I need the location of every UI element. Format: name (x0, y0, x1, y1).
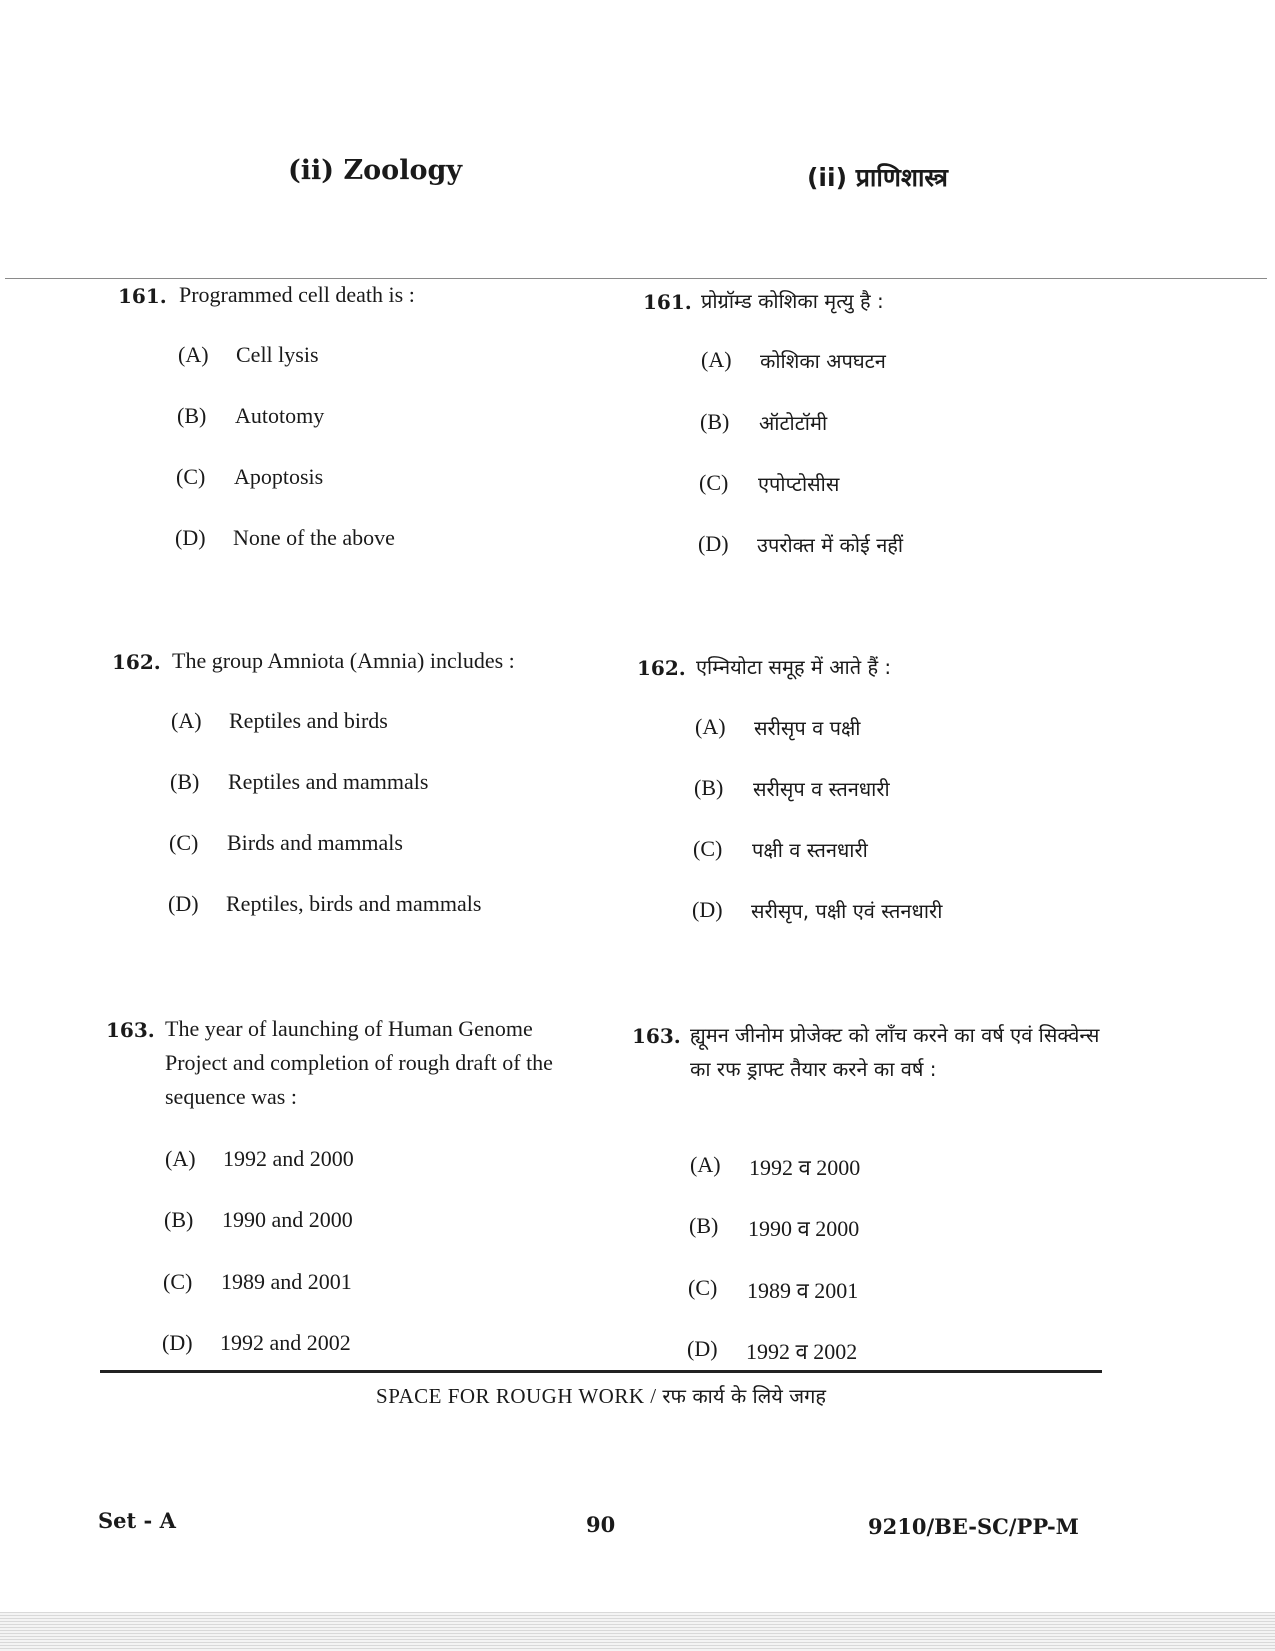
option-text: 1992 and 2000 (223, 1146, 354, 1171)
option-text: 1989 and 2001 (221, 1269, 352, 1294)
question-text: प्रोग्रॉम्ड कोशिका मृत्यु है : (701, 289, 884, 313)
option-letter: (B) (689, 1213, 719, 1238)
option-letter: (D) (162, 1330, 193, 1355)
question-number: 163. (632, 1024, 681, 1048)
rough-work-divider (100, 1370, 1102, 1373)
option-letter: (D) (175, 525, 206, 550)
option-letter: (C) (163, 1269, 193, 1294)
option-text: 1990 and 2000 (222, 1207, 353, 1232)
rough-work-hindi: रफ कार्य के लिये जगह (662, 1384, 826, 1408)
question-number: 162. (637, 656, 686, 680)
option-text: उपरोक्त में कोई नहीं (757, 533, 904, 557)
question-text: ह्यूमन जीनोम प्रोजेक्ट को लाँच करने का वर्ष एवं सिक्वेन्स का रफ ड्राफ्ट तैयार करने का वर्ष : (690, 1023, 1100, 1081)
option-text: 1992 व 2002 (746, 1339, 858, 1364)
option-text: सरीसृप व पक्षी (754, 716, 861, 740)
question-text: Programmed cell death is : (179, 282, 415, 307)
option-letter: (B) (177, 403, 207, 428)
option-letter: (A) (178, 342, 209, 367)
footer-page-number: 90 (586, 1512, 616, 1537)
option-text: None of the above (233, 525, 395, 550)
option-letter: (D) (692, 897, 723, 922)
rough-work-caption (100, 1382, 1102, 1409)
option-text: Apoptosis (234, 464, 324, 489)
option-letter: (A) (165, 1146, 196, 1171)
option-text: Reptiles, birds and mammals (226, 891, 482, 916)
option-text: 1989 व 2001 (747, 1278, 859, 1303)
option-text: ऑटोटॉमी (759, 411, 828, 435)
option-letter: (A) (690, 1152, 721, 1177)
option-text: सरीसृप व स्तनधारी (753, 777, 890, 801)
option-letter: (A) (695, 714, 726, 739)
option-letter: (C) (688, 1275, 718, 1300)
question-number: 161. (118, 284, 167, 308)
section-title-english: (ii) Zoology (288, 155, 463, 186)
option-text: Reptiles and mammals (228, 769, 429, 794)
rough-work-separator: / (644, 1384, 663, 1408)
scan-bottom-edge (0, 1612, 1275, 1651)
option-text: Autotomy (235, 403, 325, 428)
option-text: एपोप्टोसीस (758, 472, 840, 496)
option-text: सरीसृप, पक्षी एवं स्तनधारी (751, 899, 943, 923)
option-letter: (C) (176, 464, 206, 489)
option-letter: (B) (164, 1207, 194, 1232)
option-text: 1992 and 2002 (220, 1330, 351, 1355)
rough-work-english: SPACE FOR ROUGH WORK (376, 1384, 645, 1408)
option-text: 1990 व 2000 (748, 1216, 860, 1241)
question-number: 162. (112, 650, 161, 674)
option-letter: (B) (170, 769, 200, 794)
section-title-hindi: (ii) प्राणिशास्त्र (807, 163, 948, 192)
question-text: एम्नियोटा समूह में आते हैं : (696, 655, 892, 679)
question-number: 161. (643, 290, 692, 314)
footer-paper-code: 9210/BE-SC/PP-M (868, 1514, 1079, 1539)
option-text: Reptiles and birds (229, 708, 388, 733)
option-letter: (C) (169, 830, 199, 855)
option-text: Cell lysis (236, 342, 319, 367)
option-text: पक्षी व स्तनधारी (752, 838, 868, 862)
option-letter: (A) (171, 708, 202, 733)
option-letter: (B) (694, 775, 724, 800)
option-letter: (D) (698, 531, 729, 556)
option-text: कोशिका अपघटन (760, 349, 886, 373)
option-letter: (C) (693, 836, 723, 861)
option-text: Birds and mammals (227, 830, 403, 855)
option-letter: (B) (700, 409, 730, 434)
option-text: 1992 व 2000 (749, 1155, 861, 1180)
question-number: 163. (106, 1018, 155, 1042)
option-letter: (A) (701, 347, 732, 372)
option-letter: (D) (687, 1336, 718, 1361)
footer-set: Set - A (98, 1508, 176, 1533)
question-text: The year of launching of Human Genome Project and completion of rough draft of the sequence was : (165, 1016, 553, 1109)
option-letter: (D) (168, 891, 199, 916)
question-text: The group Amniota (Amnia) includes : (172, 648, 515, 673)
option-letter: (C) (699, 470, 729, 495)
